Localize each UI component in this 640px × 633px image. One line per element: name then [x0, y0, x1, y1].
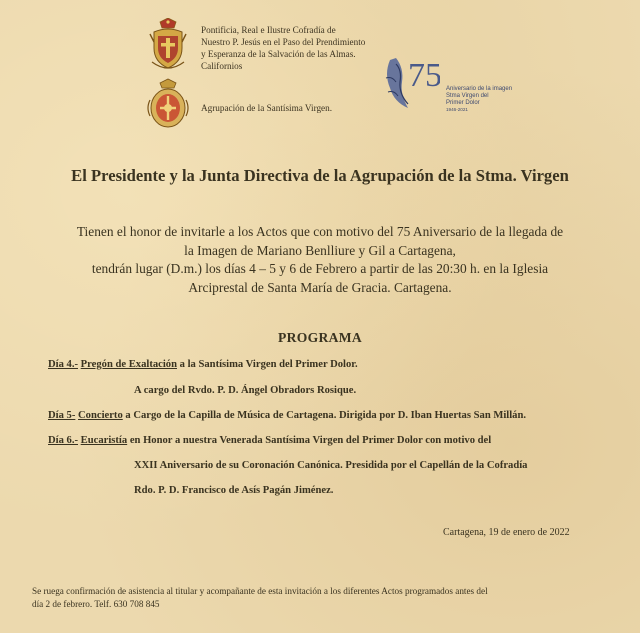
invitation-line: Tienen el honor de invitarle a los Actos que con motivo del 75 Aniversario de la llegada de	[76, 224, 564, 239]
program-day6	[48, 434, 491, 448]
day4-label: Día 4.-	[48, 359, 79, 370]
anniversary-angel-icon	[380, 48, 440, 114]
brotherhood-line: Pontificia, Real e Ilustre Cofradía de	[201, 25, 336, 35]
day5-label: Día 5-	[48, 410, 76, 421]
program-day5	[48, 409, 526, 423]
day5-event: Concierto	[78, 410, 123, 421]
invitation-line: la Imagen de Mariano Benlliure y Gil a Cartagena,	[184, 242, 456, 258]
invitation-line: tendrán lugar (D.m.) los días 4 – 5 y 6 de Febrero a partir de las 20:30 h. en la Iglesia	[91, 261, 549, 276]
brotherhood-line: y Esperanza de la Salvación de las Almas.	[201, 49, 356, 59]
anniversary-caption	[446, 86, 536, 113]
day6-line2-main: XXII Aniversario de su Coronación Canónica.	[134, 460, 343, 471]
invitation-line: Arciprestal de Santa María de Gracia. Cartagena.	[188, 279, 452, 295]
agrupacion-name: Agrupación de la Santísima Virgen.	[201, 103, 333, 113]
anniversary-caption-line: Aniversario de la imagen	[446, 86, 513, 92]
day6-line2	[134, 459, 527, 473]
day5-detail: Dirigida por D. Iban Huertas San Millán.	[339, 410, 527, 421]
day4-detail: A cargo del Rvdo. P. D. Ángel Obradors Rosique.	[134, 385, 357, 396]
place-date: Cartagena, 19 de enero de 2022	[443, 527, 570, 538]
anniversary-caption-line: Stma Virgen del	[446, 93, 489, 99]
anniversary-caption-line: Primer Dolor	[446, 100, 480, 106]
rsvp-note	[32, 585, 612, 611]
day6-event: Eucaristía	[80, 435, 128, 446]
headline: El Presidente y la Junta Directiva de la Agrupación de la Stma. Virgen	[71, 166, 569, 185]
brotherhood-name	[201, 24, 391, 72]
brotherhood-line: Nuestro P. Jesús en el Paso del Prendimiento	[201, 37, 366, 47]
day4-event: Pregón de Exaltación	[80, 359, 177, 370]
day4-text: a la Santísima Virgen del Primer Dolor.	[177, 359, 358, 370]
day5-text: a Cargo de la Capilla de Música de Cartagena.	[122, 410, 340, 421]
rsvp-line: Se ruega confirmación de asistencia al titular y acompañante de esta invitación a los diferentes Actos programados antes del	[32, 586, 488, 596]
programa-title: PROGRAMA	[278, 330, 362, 345]
virgin-crest-icon	[146, 78, 190, 130]
day6-text: en Honor a nuestra Venerada Santísima Virgen del Primer Dolor	[127, 435, 426, 446]
coat-of-arms-icon	[146, 18, 190, 74]
anniversary-number: 75	[408, 57, 440, 94]
brotherhood-line: Californios	[201, 61, 243, 71]
day6-text-tail: con motivo del	[425, 435, 492, 446]
program-day4	[48, 358, 358, 372]
rsvp-line: día 2 de febrero. Telf. 630 708 845	[32, 599, 160, 609]
day6-line3: Rdo. P. D. Francisco de Asís Pagán Jiménez.	[134, 485, 334, 496]
day6-label: Día 6.-	[48, 435, 79, 446]
anniversary-years: 1946-2021	[446, 107, 468, 112]
invitation-text	[40, 223, 600, 297]
day6-line2-tail: Presidida por el Capellán de la Cofradía	[342, 460, 528, 471]
